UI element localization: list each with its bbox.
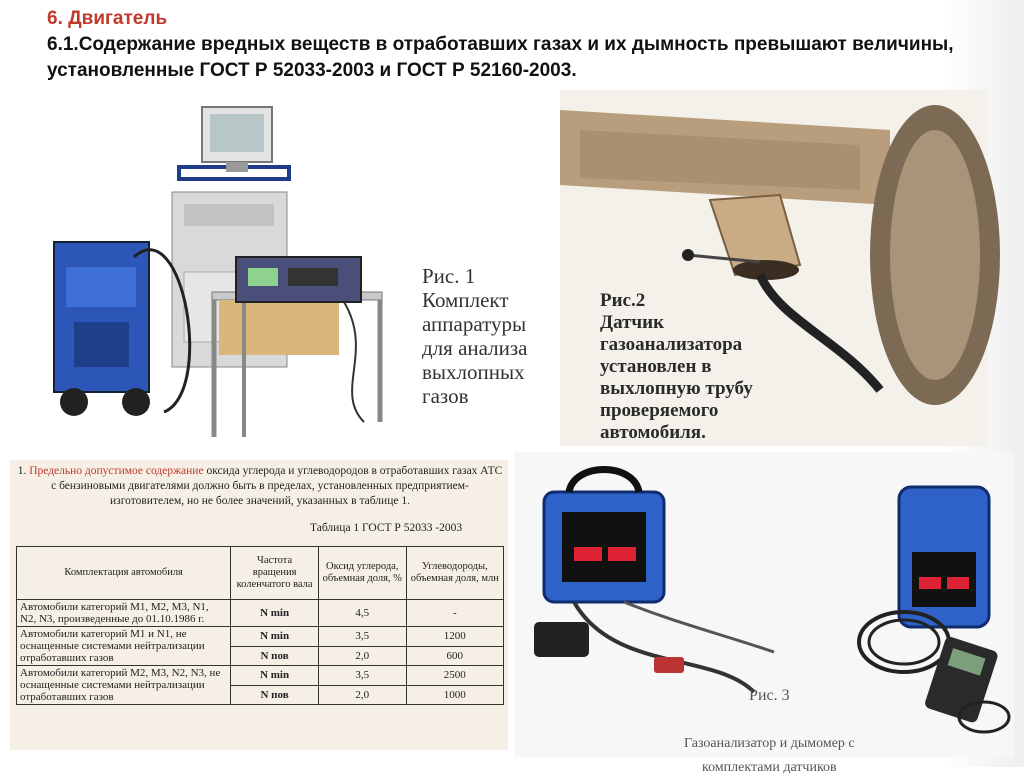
cell-co: 3,5	[318, 627, 406, 647]
cell-config: Автомобили категорий M1, M2, M3, N1, N2, N3, произведенные до 01.10.1986 г.	[17, 600, 231, 627]
cell-co: 2,0	[318, 646, 406, 666]
cell-hc: 600	[406, 646, 503, 666]
cell-hc: 1000	[406, 685, 503, 705]
figure-3-text: Газоанализатор и дымомер с комплектами датчиков	[684, 736, 855, 775]
cell-co: 3,5	[318, 666, 406, 686]
cell-speed: N пов	[231, 685, 319, 705]
table-row	[17, 600, 504, 627]
cell-co: 2,0	[318, 685, 406, 705]
table-intro-number: 1.	[17, 465, 27, 477]
cell-co: 4,5	[318, 600, 406, 627]
cell-hc: 1200	[406, 627, 503, 647]
col-header-hc: Углеводороды, объемная доля, млн	[406, 547, 503, 600]
table-intro-bold: Предельно допустимое содержание	[29, 465, 204, 477]
table-intro-text: оксида углерода и углеводородов в отработавших газах АТС с бензиновыми двигателями должно быть в пределах, установленных предприятием-изготовителем, но не более значений, указанных в таблице 1.	[51, 465, 503, 507]
cell-hc: -	[406, 600, 503, 627]
col-header-co: Оксид углерода, объемная доля, %	[318, 547, 406, 600]
table-row	[17, 666, 504, 686]
figure-1-panel	[44, 92, 562, 444]
table-reference: Таблица 1 ГОСТ Р 52033 -2003	[310, 522, 463, 534]
slide-heading	[47, 6, 1007, 82]
figure-2-panel	[560, 90, 988, 446]
cell-config: Автомобили категорий M1 и N1, не оснащенные системами нейтрализации отработавших газов	[17, 627, 231, 666]
subsection-title: 6.1.Содержание вредных веществ в отработавших газах и их дымность превышают величины, установленные ГОСТ Р 52033-2003 и ГОСТ Р 52160-2003.	[47, 34, 954, 81]
emission-limits-table	[16, 546, 504, 705]
cell-speed: N min	[231, 600, 319, 627]
table-panel	[10, 460, 508, 750]
cell-speed: N min	[231, 666, 319, 686]
figure-1-caption: Рис. 1 Комплект аппаратуры для анализа выхлопных газов	[422, 264, 528, 408]
section-title: 6. Двигатель	[47, 8, 168, 29]
table-row	[17, 627, 504, 647]
table-header-row	[17, 547, 504, 600]
cell-speed: N min	[231, 627, 319, 647]
cell-config: Автомобили категорий M2, M3, N2, N3, не оснащенные системами нейтрализации отработавших газов	[17, 666, 231, 705]
cell-hc: 2500	[406, 666, 503, 686]
figure-2-caption: Рис.2 Датчик газоанализатора установлен в выхлопную трубу проверяемого автомобиля.	[600, 290, 753, 443]
figure-3-number: Рис. 3	[749, 687, 790, 704]
figure-3-panel	[514, 452, 1014, 775]
figure-3-caption	[684, 660, 855, 780]
col-header-config: Комплектация автомобиля	[17, 547, 231, 600]
cell-speed: N пов	[231, 646, 319, 666]
table-intro	[16, 464, 504, 509]
col-header-speed: Частота вращения коленчатого вала	[231, 547, 319, 600]
